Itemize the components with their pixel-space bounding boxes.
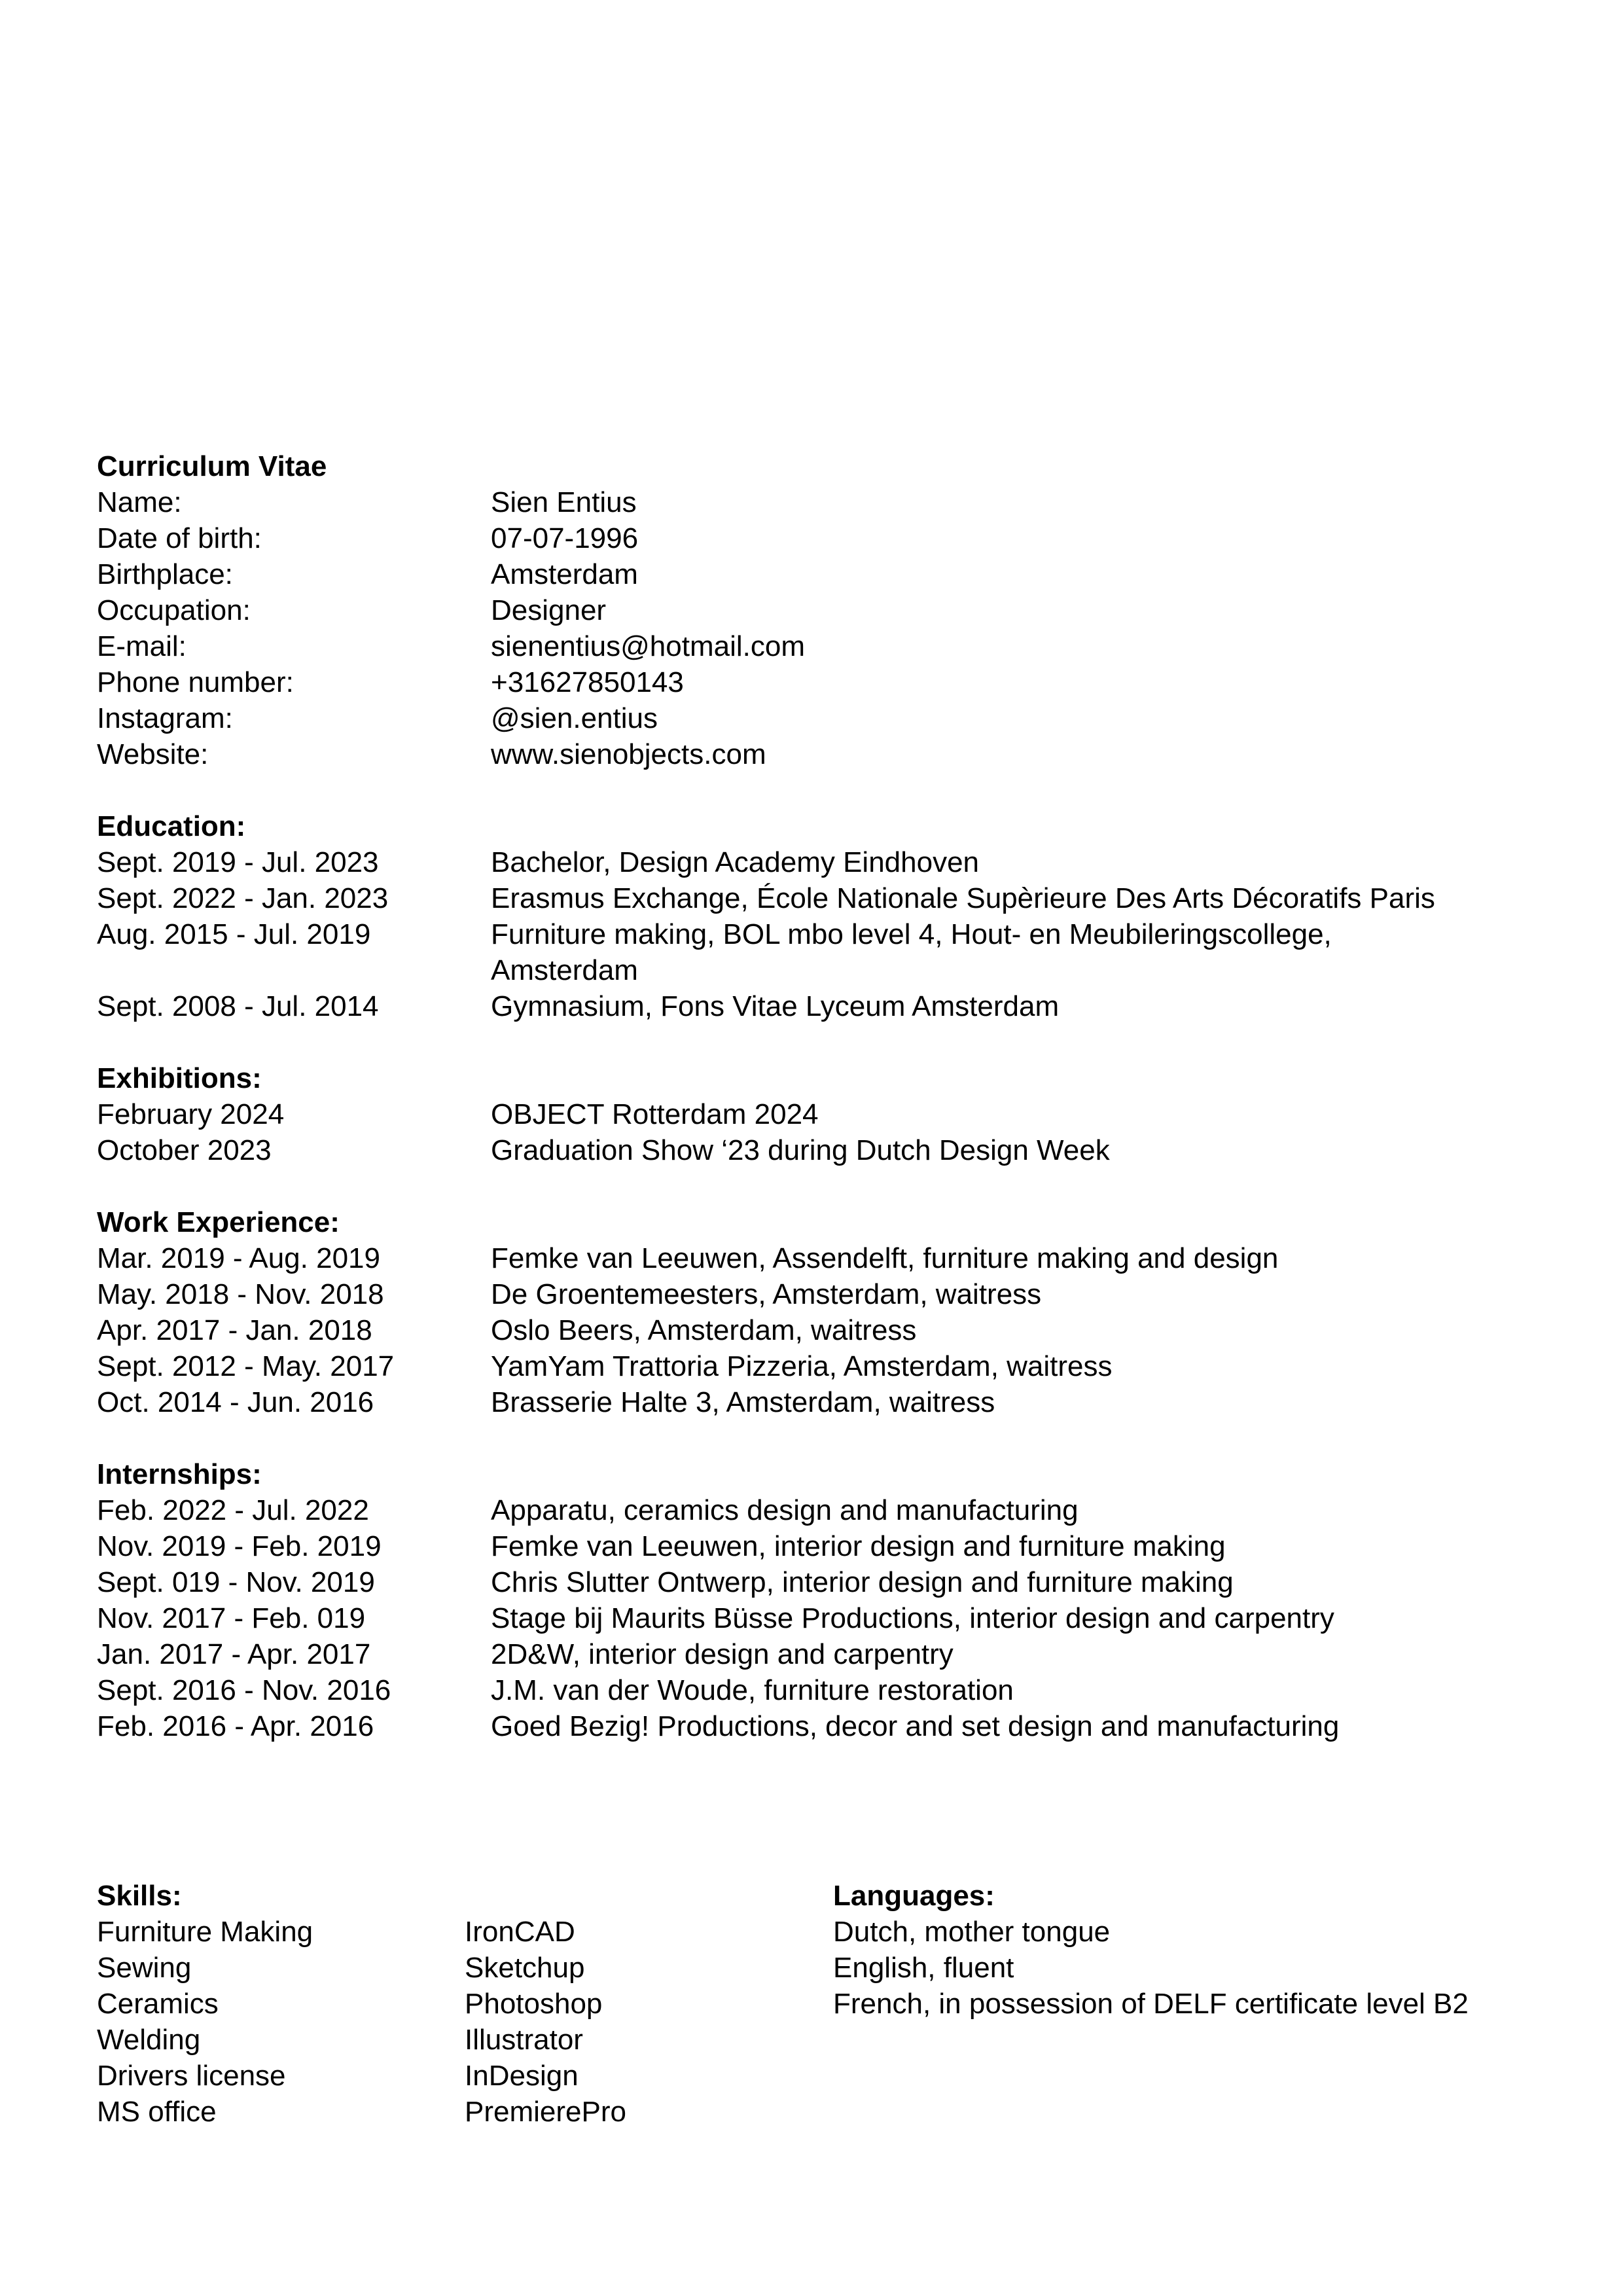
cv-row [97,1096,1525,1132]
row-label: Aug. 2015 - Jul. 2019 [97,918,371,950]
row-value-line: @sien.entius [491,702,658,734]
skills-column-2 [465,1878,833,2130]
row-label: Apr. 2017 - Jan. 2018 [97,1314,372,1346]
row-value [491,1672,1525,1708]
row-label: Nov. 2017 - Feb. 019 [97,1602,366,1634]
row-value-line: Gymnasium, Fons Vitae Lyceum Amsterdam [491,990,1060,1022]
skills-list-2 [465,1914,833,2130]
row-label: Sept. 2008 - Jul. 2014 [97,990,379,1022]
cv-row [97,592,1525,628]
row-value-line: Furniture making, BOL mbo level 4, Hout- en Meubileringscollege, [491,918,1332,950]
row-label: May. 2018 - Nov. 2018 [97,1278,384,1310]
row-label: Phone number: [97,666,294,698]
cv-row [97,1708,1525,1744]
section-personal-info [97,448,1525,772]
cv-row [97,988,1525,1024]
cv-content [97,448,1525,2130]
languages-heading: Languages: [833,1880,995,1912]
row-value [491,736,1525,772]
row-value [491,484,1525,520]
row-label: Instagram: [97,702,233,734]
cv-row [97,1276,1525,1312]
row-label: Feb. 2022 - Jul. 2022 [97,1494,369,1526]
section-heading: Exhibitions: [97,1062,262,1094]
list-item: PremierePro [465,2096,626,2128]
row-value-line: OBJECT Rotterdam 2024 [491,1098,819,1130]
row-value [491,556,1525,592]
list-item: Sketchup [465,1952,585,1984]
row-value-line: Chris Slutter Ontwerp, interior design and furniture making [491,1566,1234,1598]
row-value [491,664,1525,700]
row-value [491,1312,1525,1348]
list-item: Ceramics [97,1988,219,2020]
section-education [97,808,1525,1024]
row-value [491,916,1525,988]
cv-row [97,1672,1525,1708]
row-value [491,1096,1525,1132]
row-value [491,628,1525,664]
row-value-line: Stage bij Maurits Büsse Productions, interior design and carpentry [491,1602,1334,1634]
row-label: Website: [97,738,209,770]
cv-row [97,1528,1525,1564]
row-value [491,1492,1525,1528]
row-value-line: Designer [491,594,607,626]
row-label: Mar. 2019 - Aug. 2019 [97,1242,380,1274]
row-value [491,1528,1525,1564]
cv-row [97,1132,1525,1168]
list-item: Photoshop [465,1988,603,2020]
row-value [491,988,1525,1024]
row-label: Name: [97,486,182,518]
row-value-line: Oslo Beers, Amsterdam, waitress [491,1314,917,1346]
row-value-line: Brasserie Halte 3, Amsterdam, waitress [491,1386,995,1418]
row-value-line: Femke van Leeuwen, Assendelft, furniture making and design [491,1242,1279,1274]
row-value-line: Sien Entius [491,486,637,518]
list-item: French, in possession of DELF certificate level B2 [833,1988,1469,2020]
list-item: InDesign [465,2060,579,2092]
row-value-line: Femke van Leeuwen, interior design and furniture making [491,1530,1226,1562]
section-heading: Education: [97,810,246,842]
row-value-line: Erasmus Exchange, École Nationale Supèrieure Des Arts Décoratifs Paris [491,882,1435,914]
cv-row [97,484,1525,520]
row-label: Birthplace: [97,558,233,590]
row-value-line: Apparatu, ceramics design and manufacturing [491,1494,1079,1526]
row-value-line: www.sienobjects.com [491,738,766,770]
row-value-line: sienentius@hotmail.com [491,630,805,662]
cv-row [97,1312,1525,1348]
list-item: Furniture Making [97,1916,313,1948]
row-label: Occupation: [97,594,251,626]
row-value [491,844,1525,880]
row-value [491,1240,1525,1276]
cv-row [97,520,1525,556]
skills-list-1 [97,1914,465,2130]
row-value [491,1276,1525,1312]
row-value-line: Bachelor, Design Academy Eindhoven [491,846,980,878]
cv-row [97,664,1525,700]
cv-row [97,736,1525,772]
row-label: Nov. 2019 - Feb. 2019 [97,1530,382,1562]
cv-row [97,556,1525,592]
cv-row [97,628,1525,664]
row-value [491,700,1525,736]
cv-row [97,1564,1525,1600]
list-item: Illustrator [465,2024,583,2056]
skills-languages-block [97,1878,1525,2130]
cv-row [97,880,1525,916]
cv-row [97,700,1525,736]
cv-row [97,844,1525,880]
list-item: English, fluent [833,1952,1014,1984]
row-value [491,1564,1525,1600]
row-value-line: 2D&W, interior design and carpentry [491,1638,954,1670]
section-heading: Curriculum Vitae [97,450,327,482]
row-label: February 2024 [97,1098,285,1130]
row-label: Date of birth: [97,522,262,554]
section-exhibitions [97,1060,1525,1168]
cv-row [97,1492,1525,1528]
row-value [491,1708,1525,1744]
skills-heading: Skills: [97,1880,182,1912]
row-value-line: Amsterdam [491,558,638,590]
section-heading: Internships: [97,1458,262,1490]
row-label: Sept. 2022 - Jan. 2023 [97,882,389,914]
row-value [491,1600,1525,1636]
languages-column [833,1878,1525,2022]
row-label: Feb. 2016 - Apr. 2016 [97,1710,374,1742]
row-value [491,520,1525,556]
list-item: MS office [97,2096,217,2128]
cv-row [97,1384,1525,1420]
section-internships [97,1456,1525,1744]
row-value [491,1636,1525,1672]
row-value [491,1348,1525,1384]
list-item: Drivers license [97,2060,286,2092]
row-label: E-mail: [97,630,187,662]
list-item: Welding [97,2024,201,2056]
row-value [491,1384,1525,1420]
row-value [491,1132,1525,1168]
cv-row [97,1348,1525,1384]
cv-row [97,1600,1525,1636]
row-label: October 2023 [97,1134,272,1166]
row-label: Sept. 2019 - Jul. 2023 [97,846,379,878]
row-value-line: Graduation Show ‘23 during Dutch Design Week [491,1134,1110,1166]
row-label: Sept. 019 - Nov. 2019 [97,1566,375,1598]
row-value [491,592,1525,628]
row-label: Sept. 2012 - May. 2017 [97,1350,395,1382]
languages-list [833,1914,1525,2022]
row-value-line: De Groentemeesters, Amsterdam, waitress [491,1278,1042,1310]
row-value-line: Amsterdam [491,954,638,986]
row-label: Jan. 2017 - Apr. 2017 [97,1638,371,1670]
list-item: Dutch, mother tongue [833,1916,1111,1948]
section-heading: Work Experience: [97,1206,340,1238]
row-value-line: 07-07-1996 [491,522,639,554]
row-value-line: Goed Bezig! Productions, decor and set design and manufacturing [491,1710,1340,1742]
row-value-line: +31627850143 [491,666,684,698]
cv-row [97,1240,1525,1276]
section-work-experience [97,1204,1525,1420]
row-label: Oct. 2014 - Jun. 2016 [97,1386,374,1418]
list-item: IronCAD [465,1916,575,1948]
row-value-line: J.M. van der Woude, furniture restoration [491,1674,1014,1706]
row-value [491,880,1525,916]
list-item: Sewing [97,1952,192,1984]
row-label: Sept. 2016 - Nov. 2016 [97,1674,391,1706]
cv-row [97,916,1525,988]
row-value-line: YamYam Trattoria Pizzeria, Amsterdam, waitress [491,1350,1113,1382]
cv-row [97,1636,1525,1672]
skills-column-1 [97,1878,465,2130]
